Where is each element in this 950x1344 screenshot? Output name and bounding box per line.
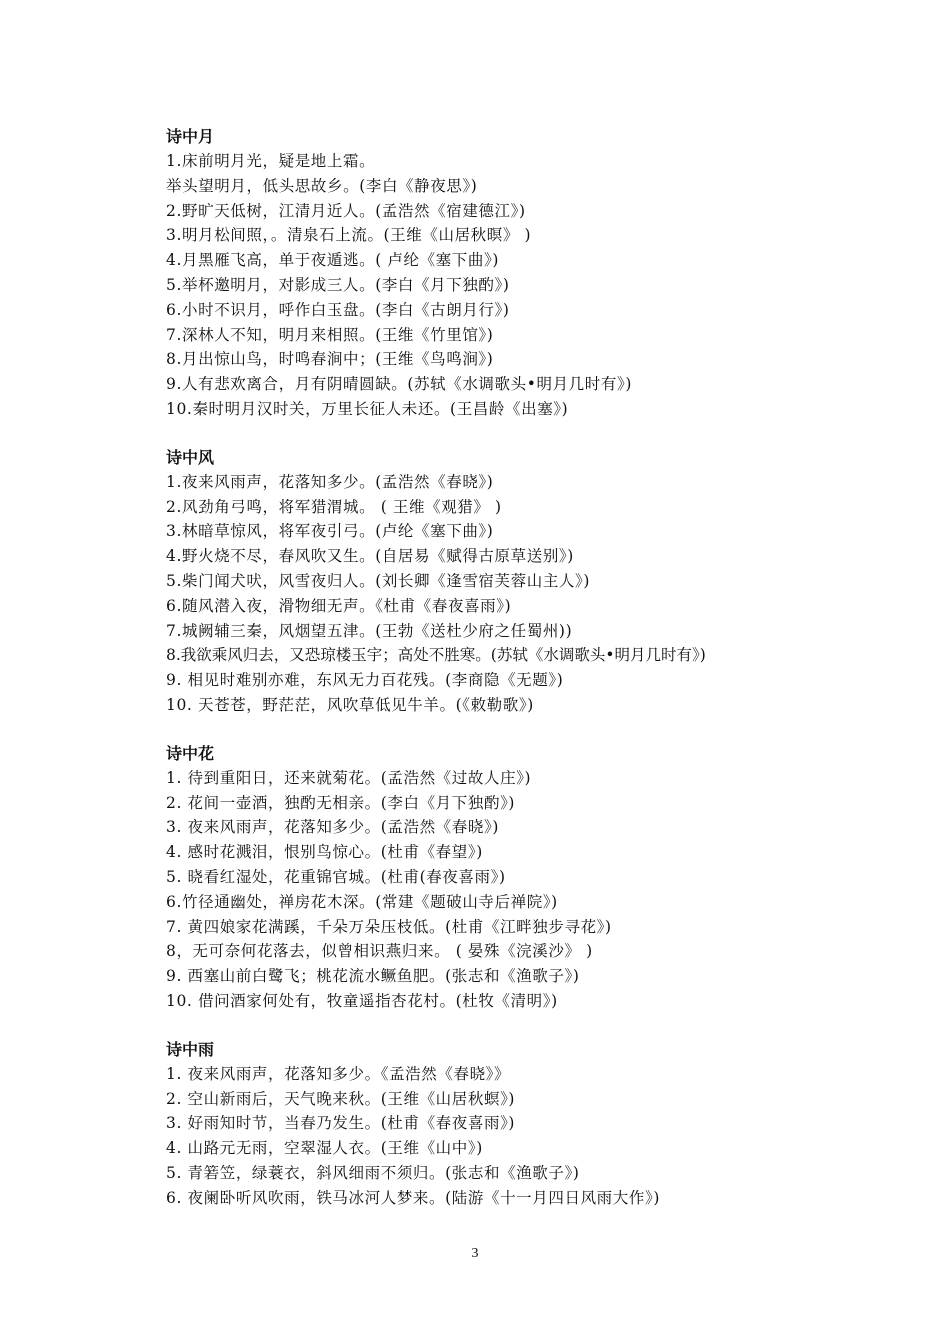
poem-line: 10. 借问酒家何处有，牧童遥指杏花村。(杜牧《清明》) — [166, 991, 558, 1010]
poem-line: 2.风劲角弓鸣，将军猎渭城。 ( 王维《观猎》 ) — [166, 497, 502, 516]
poem-line: 7.城阙辅三秦，风烟望五津。(王勃《送杜少府之任蜀州)) — [166, 621, 573, 640]
poem-line: 6.小时不识月，呼作白玉盘。(李白《古朗月行》) — [166, 300, 510, 319]
poem-line: 1. 夜来风雨声，花落知多少。《孟浩然《春晓》》 — [166, 1064, 511, 1083]
poem-line: 1.床前明月光，疑是地上霜。 — [166, 152, 376, 170]
poem-line: 1. 待到重阳日，还来就菊花。(孟浩然《过故人庄》) — [166, 768, 532, 787]
section-flower — [166, 741, 846, 1014]
poem-line: 8，无可奈何花落去，似曾相识燕归来。 ( 晏殊《浣溪沙》 ) — [166, 942, 593, 961]
poem-line: 3.明月松间照，。清泉石上流。(王维《山居秋暝》 ) — [166, 226, 532, 245]
poem-line: 4.野火烧不尽，春风吹又生。(自居易《赋得古原草送别》) — [166, 547, 574, 566]
document-body — [166, 124, 846, 1233]
poem-line: 3. 好雨知时节，当春乃发生。(杜甫《春夜喜雨》) — [166, 1114, 516, 1133]
poem-line: 2. 花间一壶酒，独酌无相亲。(李白《月下独酌》) — [166, 793, 516, 812]
poem-line: 1.夜来风雨声，花落知多少。(孟浩然《春晓》) — [166, 472, 494, 491]
section-title: 诗中雨 — [166, 1039, 215, 1059]
poem-line: 5. 青箬笠，绿蓑衣，斜风细雨不须归。(张志和《渔歌子》) — [166, 1163, 580, 1182]
poem-line: 9. 西塞山前白鹭飞；桃花流水鳜鱼肥。(张志和《渔歌子》) — [166, 967, 580, 986]
poem-line: 4.月黑雁飞高，单于夜遁逃。( 卢纶《塞下曲》) — [166, 251, 499, 270]
poem-line: 2. 空山新雨后，天气晚来秋。(王维《山居秋螟》) — [166, 1089, 516, 1108]
poem-line: 3. 夜来风雨声，花落知多少。(孟浩然《春晓》) — [166, 818, 499, 837]
section-moon — [166, 124, 846, 422]
poem-line: 举头望明月，低头思故乡。(李白《静夜思》) — [166, 176, 478, 195]
poem-line: 5. 晓看红湿处，花重锦官城。(杜甫(春夜喜雨》) — [166, 867, 506, 886]
poem-line: 4. 山路元无雨，空翠湿人衣。(王维《山中》) — [166, 1139, 483, 1158]
poem-line: 8.月出惊山鸟，时鸣春涧中；(王维《鸟鸣涧》) — [166, 350, 494, 369]
poem-line: 10. 天苍苍，野茫茫，风吹草低见牛羊。(《敕勒歌》) — [166, 695, 534, 714]
poem-line: 2.野旷天低树，江清月近人。(孟浩然《宿建德江》) — [166, 201, 526, 220]
section-title: 诗中月 — [166, 127, 215, 146]
section-title: 诗中花 — [166, 743, 215, 763]
poem-line: 9.人有悲欢离合，月有阴晴圆缺。(苏轼《水调歌头•明月几时有》) — [166, 375, 632, 394]
section-title: 诗中风 — [166, 447, 215, 467]
poem-line: 6. 夜阑卧听风吹雨，铁马冰河人梦来。(陆游《十一月四日风雨大作》) — [166, 1188, 660, 1207]
section-rain — [166, 1037, 846, 1211]
poem-line: 6.随风潜入夜，滑物细无声。《杜甫《春夜喜雨》) — [166, 596, 512, 615]
page-number: 3 — [471, 1246, 479, 1261]
poem-line: 7.深林人不知，明月来相照。(王维《竹里馆》) — [166, 325, 494, 344]
poem-line: 5.柴门闻犬吠，风雪夜归人。(刘长卿《逢雪宿芙蓉山主人》) — [166, 571, 591, 590]
poem-line: 7. 黄四娘家花满蹊，千朵万朵压枝低。(杜甫《江畔独步寻花》) — [166, 917, 612, 936]
poem-line: 10.秦时明月汉时关，万里长征人未还。(王昌龄《出塞》) — [166, 399, 569, 418]
poem-line: 5.举杯邀明月，对影成三人。(李白《月下独酌》) — [166, 275, 510, 294]
poem-line: 9. 相见时难别亦难，东风无力百花残。(李商隐《无题》) — [166, 671, 564, 690]
section-wind — [166, 445, 846, 718]
poem-line: 6.竹径通幽处，禅房花木深。(常建《题破山寺后禅院》) — [166, 892, 558, 911]
poem-line: 4. 感时花溅泪，恨别鸟惊心。(杜甫《春望》) — [166, 843, 483, 862]
poem-line: 3.林暗草惊风，将军夜引弓。(卢纶《塞下曲》) — [166, 522, 494, 541]
poem-line: 8.我欲乘风归去，又恐琼楼玉宇；高处不胜寒。(苏轼《水调歌头•明月几时有》) — [166, 646, 706, 665]
